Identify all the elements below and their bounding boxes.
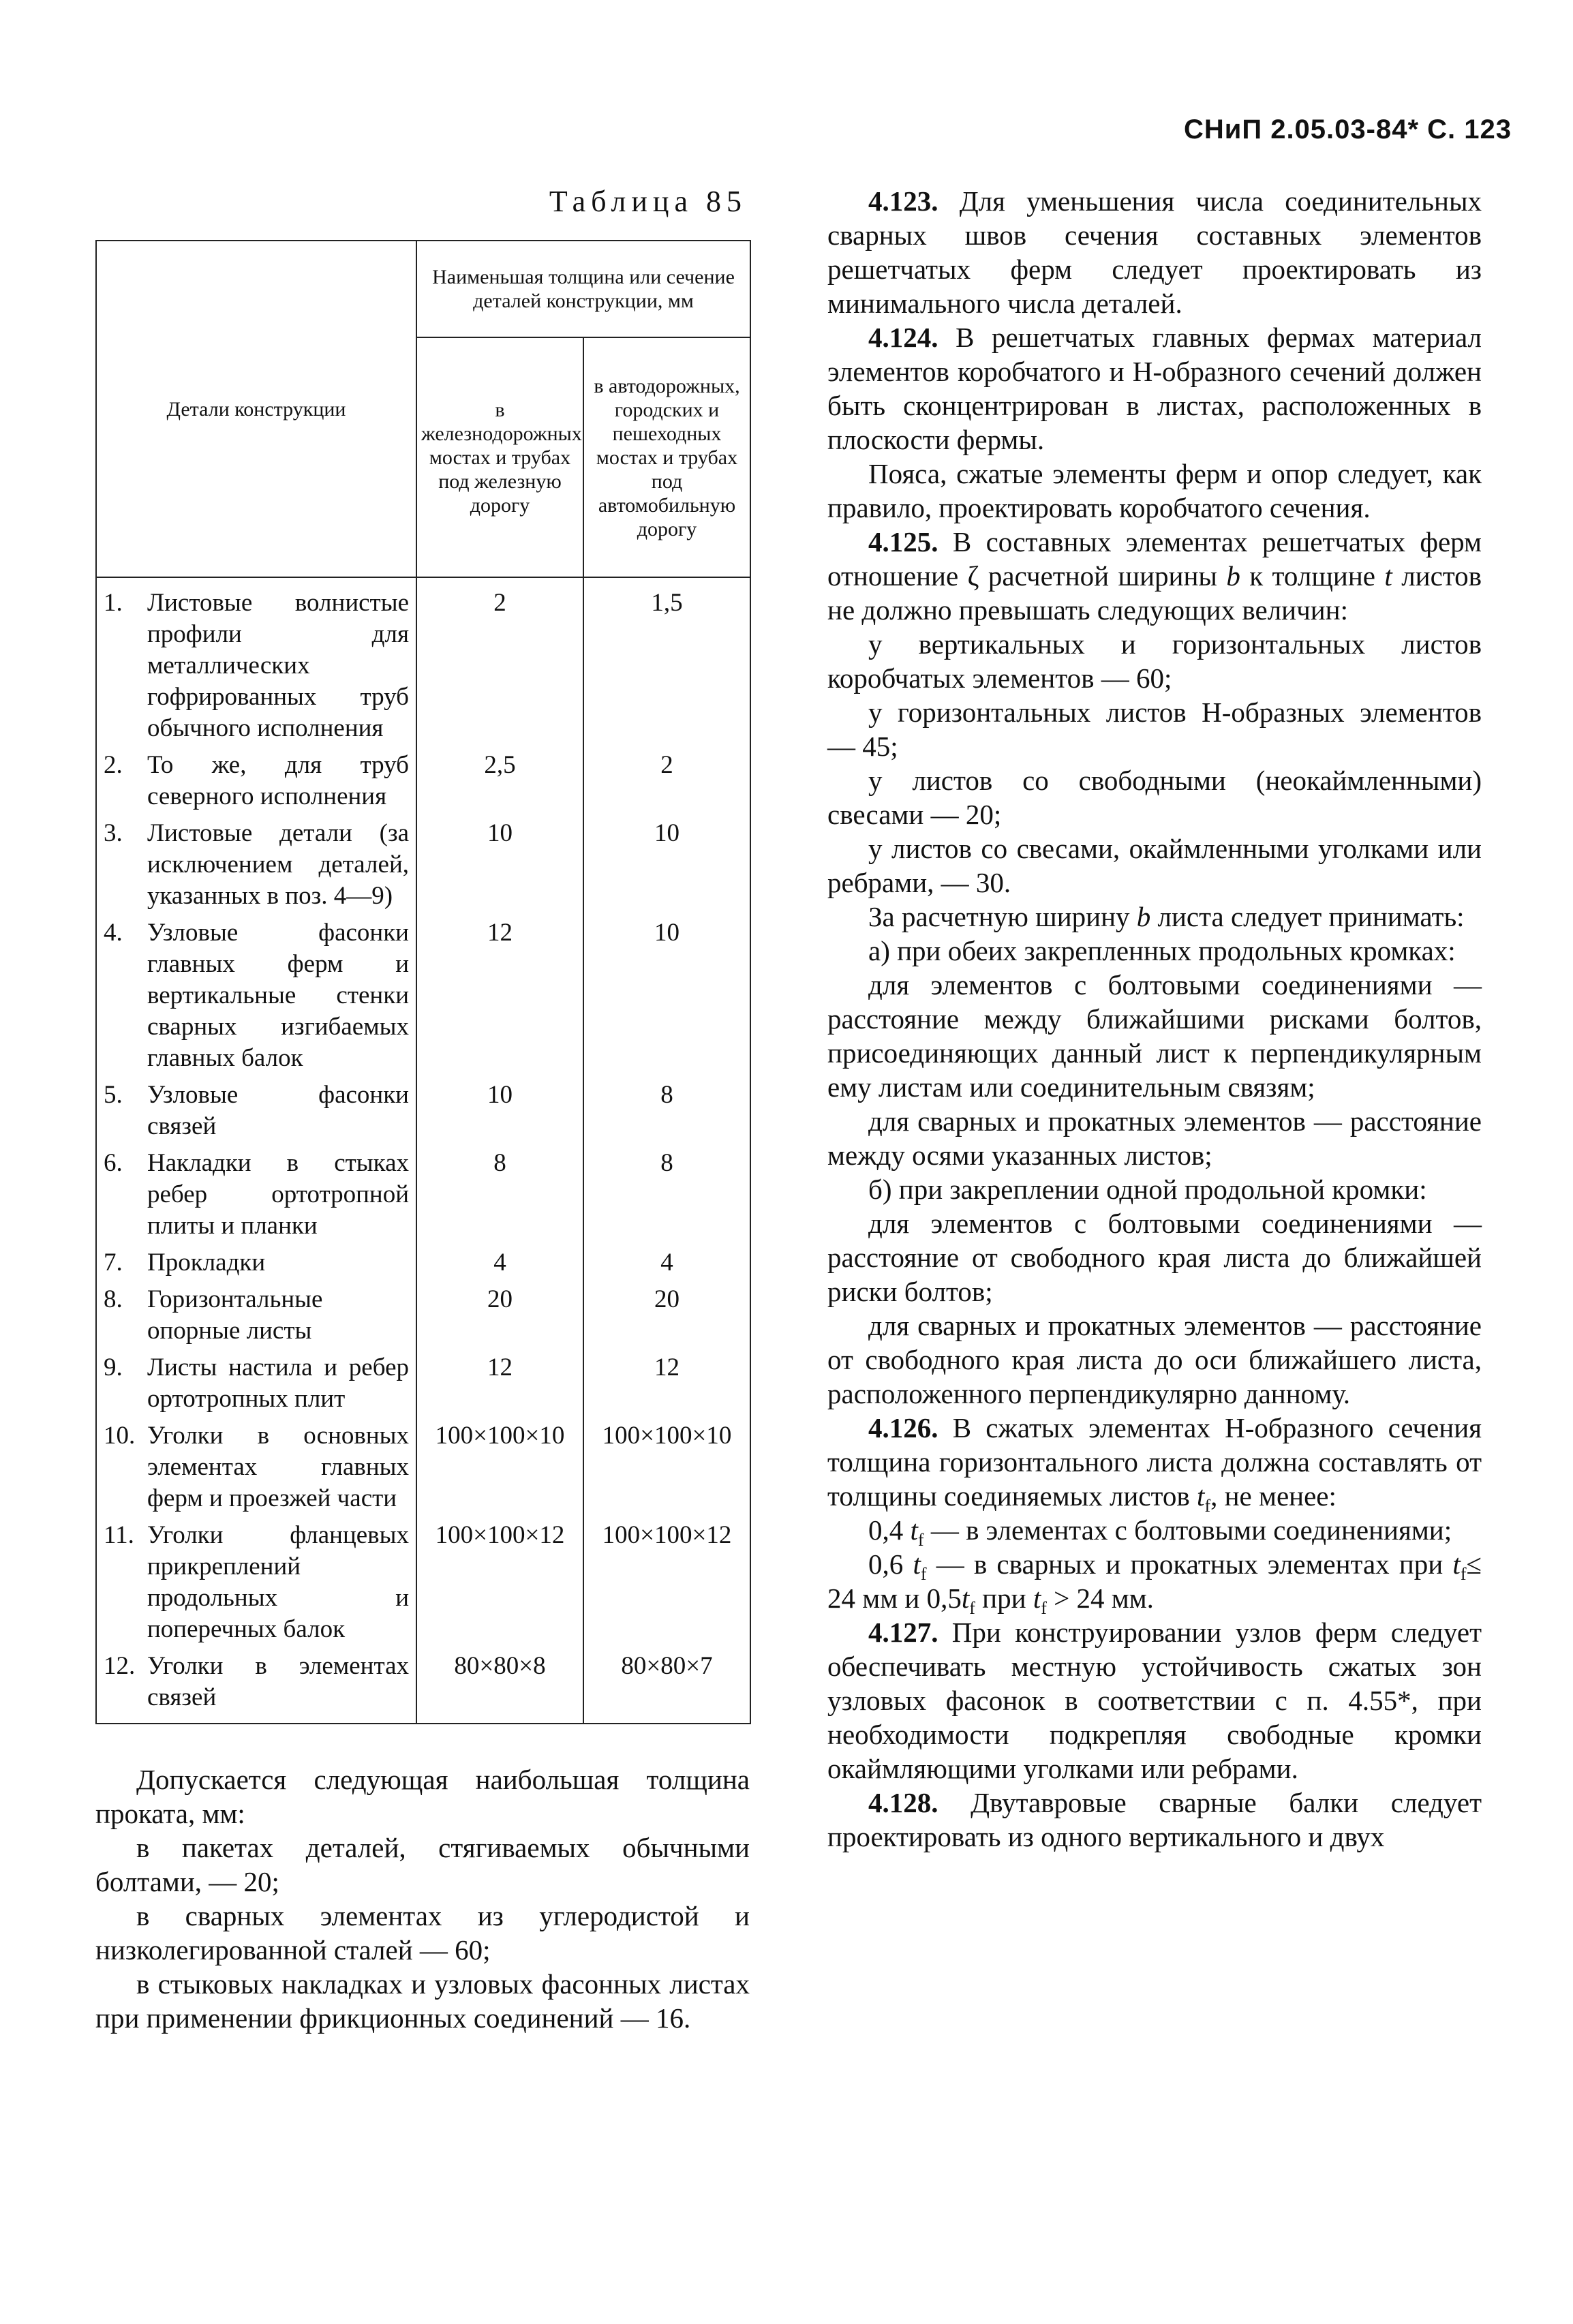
clause-4-127: 4.127. При конструировании узлов ферм следует обеспечивать местную устойчивость сжатых зон узловых фасонок в соответствии с п. 4.55*, при необходимости подкрепляя свободные кромки окаймляющими уголками или ребрами. [827,1617,1482,1784]
clause-number: 4.127. [868,1617,938,1648]
table-row [96,1418,750,1517]
row-number: 4. [104,919,123,947]
road-value: 10 [583,915,750,1077]
table-row [96,1281,750,1349]
col-header-road: в автодорожных, городских и пешеходных мостах и трубах под автомобильную дорогу [583,337,750,577]
list-item: у листов со свободными (неокаймленными) свесами — 20; [827,765,1482,830]
road-value: 100×100×12 [583,1517,750,1648]
road-value: 8 [583,1077,750,1145]
clause-number: 4.125. [868,526,938,557]
right-column [827,184,1482,1854]
list-item: для элементов с болтовыми соединениями — расстояние от свободного края листа до ближайшей риски болтов; [827,1208,1482,1307]
col-header-parts: Детали конструкции [96,241,416,577]
clause-number: 4.123. [868,185,938,217]
row-number: 9. [104,1354,123,1381]
row-number: 11. [104,1521,134,1549]
road-value: 12 [583,1349,750,1418]
list-item: для сварных и прокатных элементов — расстояние от свободного края листа до оси ближайшего листа, расположенного перпендикулярно данному. [827,1310,1482,1409]
row-name: Уголки в основных элементах главных ферм и проезжей части [147,1422,409,1512]
row-number: 3. [104,819,123,847]
formula-line: 0,4 $t_f$ — в элементах с болтовыми соединениями; [868,1514,1452,1550]
note-paragraph: в пакетах деталей, стягиваемых обычными болтами, — 20; [95,1832,750,1897]
thickness-notes [95,1762,750,2035]
rail-value: 10 [416,815,583,915]
note-paragraph: Допускается следующая наибольшая толщина проката, мм: [95,1764,750,1829]
clause-paragraph: Пояса, сжатые элементы ферм и опор следует, как правило, проектировать коробчатого сечения. [827,458,1482,523]
list-item: а) при обеих закрепленных продольных кромках: [868,935,1456,966]
table-title: Таблица 85 [549,185,747,218]
list-item: для сварных и прокатных элементов — расстояние между осями указанных листов; [827,1105,1482,1171]
row-number: 6. [104,1149,123,1177]
list-item: у вертикальных и горизонтальных листов коробчатых элементов — 60; [827,628,1482,694]
rail-value: 20 [416,1281,583,1349]
row-name: Прокладки [147,1249,266,1276]
rail-value: 12 [416,915,583,1077]
table-row [96,1648,750,1724]
page-header: СНиП 2.05.03-84* С. 123 [1183,114,1512,144]
rail-value: 2,5 [416,747,583,815]
formula-line: 0,6 $t_f$ — в сварных и прокатных элементах при $t_f\le 24$ мм и $0,5t_f$ при $t_f > 24$ мм. [827,1548,1482,1619]
list-item: у горизонтальных листов Н-образных элементов — 45; [827,697,1482,762]
row-name: Накладки в стыках ребер ортотропной плиты и планки [147,1149,409,1240]
table-row [96,1077,750,1145]
row-number: 1. [104,589,123,617]
row-name: Горизонтальные опорные листы [147,1285,323,1345]
row-number: 5. [104,1081,123,1109]
row-number: 7. [104,1249,123,1276]
row-number: 12. [104,1652,136,1680]
left-column [95,184,750,2035]
row-name: Уголки фланцевых прикреплений продольных и поперечных балок [147,1521,409,1643]
row-name: Листы настила и ребер ортотропных плит [147,1354,409,1413]
road-value: 4 [583,1244,750,1281]
clause-number: 4.126. [868,1412,938,1443]
rail-value: 8 [416,1145,583,1244]
list-item: б) при закреплении одной продольной кромки: [868,1174,1427,1205]
table-row [96,747,750,815]
row-name: Листовые волнистые профили для металлических гофрированных труб обычного исполнения [147,589,409,742]
rail-value: 4 [416,1244,583,1281]
row-name: Узловые фасонки связей [147,1081,409,1140]
table-row [96,1517,750,1648]
clause-paragraph: За расчетную ширину b листа следует принимать: [868,901,1465,932]
table-row [96,915,750,1077]
rail-value: 2 [416,577,583,747]
rail-value: 100×100×12 [416,1517,583,1648]
rail-value: 10 [416,1077,583,1145]
road-value: 8 [583,1145,750,1244]
row-name: Узловые фасонки главных ферм и вертикальные стенки сварных изгибаемых главных балок [147,919,409,1072]
list-item: для элементов с болтовыми соединениями — расстояние между ближайшими рисками болтов, присоединяющих данный лист к перпендикулярным ему листам или соединительным связям; [827,969,1482,1103]
list-item: у листов со свесами, окаймленными уголками или ребрами, — 30. [827,833,1482,898]
table-row [96,577,750,747]
table-row [96,1145,750,1244]
note-paragraph: в сварных элементах из углеродистой и низколегированной сталей — 60; [95,1900,750,1966]
road-value: 2 [583,747,750,815]
clause-4-124: 4.124. В решетчатых главных фермах материал элементов коробчатого и Н-образного сечений должен быть сконцентрирован в листах, расположенных в плоскости фермы. [827,322,1482,455]
clause-4-123: 4.123. Для уменьшения числа соединительных сварных швов сечения составных элементов решетчатых ферм следует проектировать из минимального числа деталей. [827,185,1482,319]
road-value: 1,5 [583,577,750,747]
row-name: Листовые детали (за исключением деталей, указанных в поз. 4—9) [147,819,409,910]
table-row [96,1244,750,1281]
road-value: 20 [583,1281,750,1349]
row-name: То же, для труб северного исполнения [147,751,409,810]
clause-number: 4.128. [868,1787,938,1818]
road-value: 10 [583,815,750,915]
table-row [96,1349,750,1418]
row-name: Уголки в элементах связей [147,1652,409,1711]
road-value: 100×100×10 [583,1418,750,1517]
clause-number: 4.124. [868,322,938,353]
col-header-rail: в железнодорожных мостах и трубах под железную дорогу [416,337,583,577]
col-header-group: Наименьшая толщина или сечение деталей конструкции, мм [416,241,750,337]
clause-4-125: 4.125. В составных элементах решетчатых ферм отношение ζ расчетной ширины b к толщине t листов не должно превышать следующих величин: [827,526,1482,626]
row-number: 8. [104,1285,123,1313]
road-value: 80×80×7 [583,1648,750,1724]
rail-value: 80×80×8 [416,1648,583,1724]
row-number: 10. [104,1422,136,1450]
rail-value: 12 [416,1349,583,1418]
note-paragraph: в стыковых накладках и узловых фасонных листах при применении фрикционных соединений — 16. [95,1968,750,2034]
clause-4-126: 4.126. В сжатых элементах Н-образного сечения толщина горизонтального листа должна составлять от толщины соединяемых листов $t_f$, не менее: [827,1412,1482,1516]
row-number: 2. [104,751,123,779]
thickness-table [95,240,751,1724]
clause-4-128: 4.128. Двутавровые сварные балки следует проектировать из одного вертикального и двух [827,1787,1482,1852]
rail-value: 100×100×10 [416,1418,583,1517]
table-row [96,815,750,915]
